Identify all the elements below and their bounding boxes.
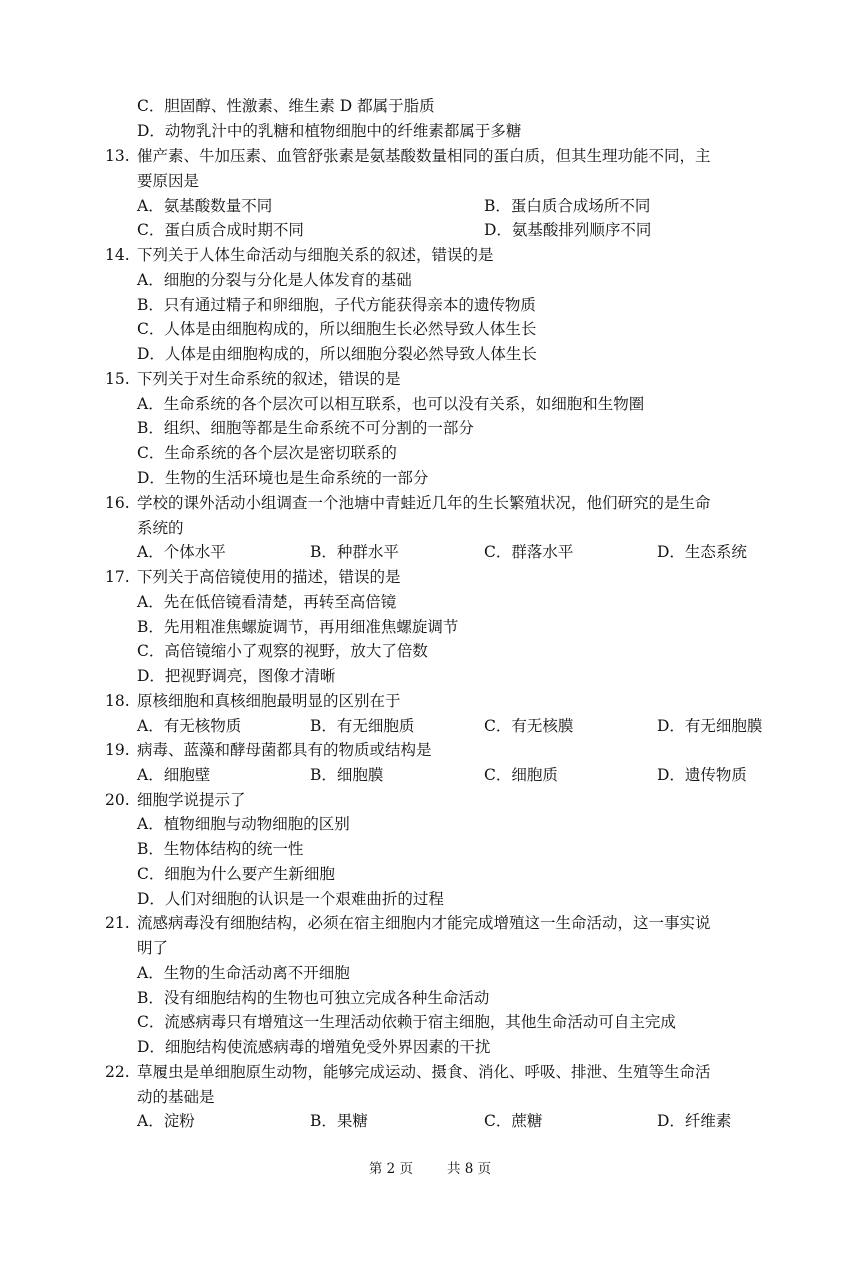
q15-option-c: C．生命系统的各个层次是密切联系的: [137, 444, 397, 462]
q17-option-d: D．把视野调亮，图像才清晰: [137, 667, 336, 685]
q19-option-a: A．细胞壁: [137, 766, 211, 784]
q21-option-d: D．细胞结构使流感病毒的增殖免受外界因素的干扰: [137, 1038, 491, 1056]
q20-number: 20.: [105, 791, 130, 809]
q19-option-d: D．遗传物质: [657, 766, 747, 784]
q13-stem-line2: 要原因是: [137, 172, 200, 190]
q13-option-a: A．氨基酸数量不同: [137, 197, 273, 215]
q19-option-b: B．细胞膜: [310, 766, 384, 784]
q18-number: 18.: [105, 692, 130, 710]
q14-option-d: D．人体是由细胞构成的，所以细胞分裂必然导致人体生长: [137, 345, 537, 363]
q16-option-c: C．群落水平: [484, 543, 574, 561]
q16-option-b: B．种群水平: [310, 543, 399, 561]
q13-stem-line1: 催产素、牛加压素、血管舒张素是氨基酸数量相同的蛋白质，但其生理功能不同，主: [137, 147, 711, 165]
q20-option-b: B．生物体结构的统一性: [137, 840, 304, 858]
q16-option-a: A．个体水平: [137, 543, 226, 561]
q16-number: 16.: [105, 494, 130, 512]
q21-stem-line1: 流感病毒没有细胞结构，必须在宿主细胞内才能完成增殖这一生命活动，这一事实说: [137, 914, 711, 932]
q21-option-c: C．流感病毒只有增殖这一生理活动依赖于宿主细胞，其他生命活动可自主完成: [137, 1013, 676, 1031]
q22-option-d: D．纤维素: [657, 1112, 732, 1130]
q14-stem: 下列关于人体生命活动与细胞关系的叙述，错误的是: [137, 246, 494, 264]
q13-option-d: D．氨基酸排列顺序不同: [484, 221, 652, 239]
page-number: 第 2 页: [368, 1161, 413, 1177]
q18-option-c: C．有无核膜: [484, 717, 574, 735]
q15-option-b: B．组织、细胞等都是生命系统不可分割的一部分: [137, 419, 474, 437]
q21-option-a: A．生物的生命活动离不开细胞: [137, 964, 350, 982]
q17-option-c: C．高倍镜缩小了观察的视野，放大了倍数: [137, 642, 428, 660]
page-total: 共 8 页: [447, 1161, 492, 1177]
q22-stem-line1: 草履虫是单细胞原生动物，能够完成运动、摄食、消化、呼吸、排泄、生殖等生命活: [137, 1063, 711, 1081]
q13-number: 13.: [105, 147, 130, 165]
q18-option-a: A．有无核物质: [137, 717, 242, 735]
q12-option-c: C．胆固醇、性激素、维生素 D 都属于脂质: [137, 97, 435, 115]
q14-option-c: C．人体是由细胞构成的，所以细胞生长必然导致人体生长: [137, 320, 537, 338]
q19-stem: 病毒、蓝藻和酵母菌都具有的物质或结构是: [137, 741, 432, 759]
q13-option-b: B．蛋白质合成场所不同: [484, 197, 651, 215]
q20-option-a: A．植物细胞与动物细胞的区别: [137, 815, 350, 833]
q20-option-c: C．细胞为什么要产生新细胞: [137, 865, 335, 883]
q12-option-d: D．动物乳汁中的乳糖和植物细胞中的纤维素都属于多糖: [137, 122, 522, 140]
q20-stem: 细胞学说提示了: [137, 791, 246, 809]
q16-stem-line2: 系统的: [137, 519, 184, 537]
q18-stem: 原核细胞和真核细胞最明显的区别在于: [137, 692, 401, 710]
q18-option-b: B．有无细胞质: [310, 717, 415, 735]
q21-option-b: B．没有细胞结构的生物也可独立完成各种生命活动: [137, 989, 490, 1007]
q22-stem-line2: 动的基础是: [137, 1088, 215, 1106]
q22-option-b: B．果糖: [310, 1112, 368, 1130]
q15-option-a: A．生命系统的各个层次可以相互联系，也可以没有关系，如细胞和生物圈: [137, 395, 645, 413]
q17-option-a: A．先在低倍镜看清楚，再转至高倍镜: [137, 593, 397, 611]
q22-option-a: A．淀粉: [137, 1112, 195, 1130]
q13-option-c: C．蛋白质合成时期不同: [137, 221, 304, 239]
q17-option-b: B．先用粗准焦螺旋调节，再用细准焦螺旋调节: [137, 618, 459, 636]
q15-stem: 下列关于对生命系统的叙述，错误的是: [137, 370, 401, 388]
q19-option-c: C．细胞质: [484, 766, 558, 784]
q19-number: 19.: [105, 741, 130, 759]
q14-option-a: A．细胞的分裂与分化是人体发育的基础: [137, 271, 412, 289]
q14-option-b: B．只有通过精子和卵细胞，子代方能获得亲本的遗传物质: [137, 296, 536, 314]
q20-option-d: D．人们对细胞的认识是一个艰难曲折的过程: [137, 890, 444, 908]
q22-option-c: C．蔗糖: [484, 1112, 543, 1130]
page-footer: [0, 1160, 860, 1178]
q17-stem: 下列关于高倍镜使用的描述，错误的是: [137, 568, 401, 586]
q15-option-d: D．生物的生活环境也是生命系统的一部分: [137, 469, 429, 487]
q21-stem-line2: 明了: [137, 939, 169, 957]
q15-number: 15.: [105, 370, 130, 388]
q21-number: 21.: [105, 914, 130, 932]
q22-number: 22.: [105, 1063, 130, 1081]
q16-stem-line1: 学校的课外活动小组调查一个池塘中青蛙近几年的生长繁殖状况，他们研究的是生命: [137, 494, 711, 512]
q14-number: 14.: [105, 246, 130, 264]
q16-option-d: D．生态系统: [657, 543, 747, 561]
q18-option-d: D．有无细胞膜: [657, 717, 763, 735]
q17-number: 17.: [105, 568, 130, 586]
